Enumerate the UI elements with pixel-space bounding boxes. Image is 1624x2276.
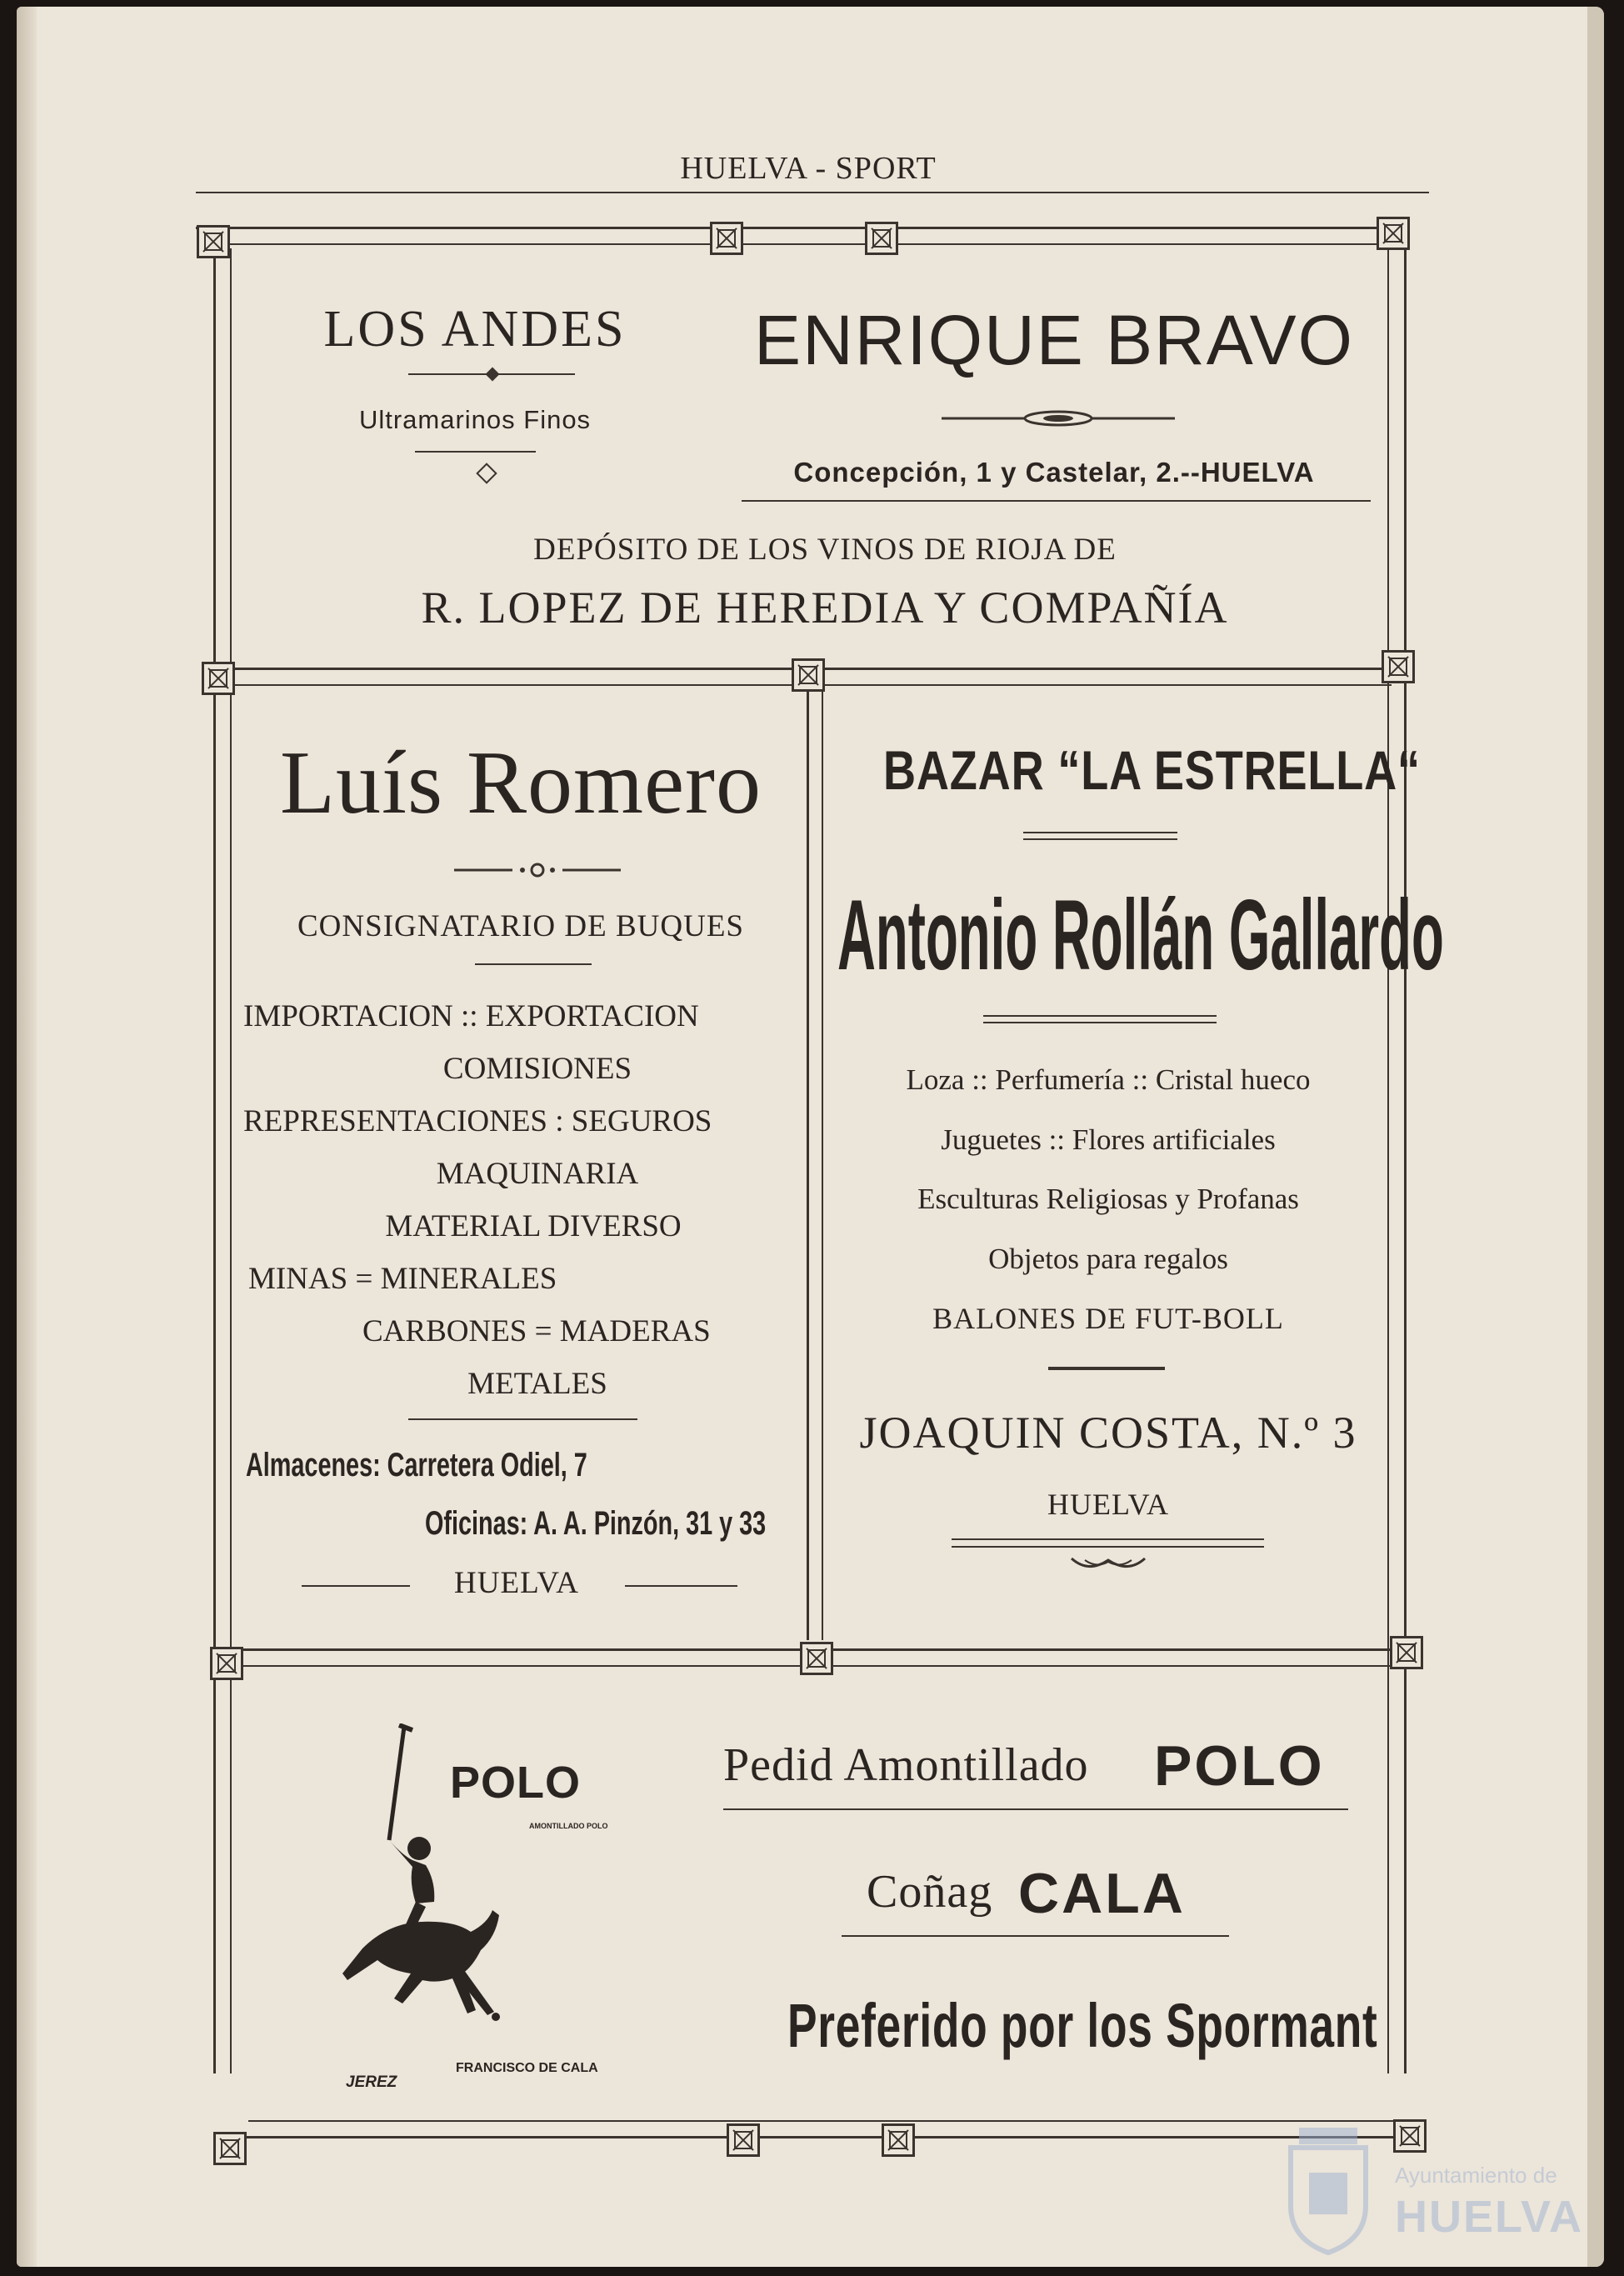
frame-left-line-inner: [230, 248, 232, 2073]
polo-line-2-rule: [842, 1935, 1229, 1937]
flourish-ornament-icon: [454, 861, 621, 879]
bazar-product: Juguetes :: Flores artificiales: [941, 1123, 1276, 1156]
frame-ornament: [1382, 650, 1415, 683]
frame-right-line-inner: [1387, 248, 1389, 2073]
bazar-product: Objetos para regalos: [988, 1243, 1228, 1275]
bazar-name-rule-2: [1023, 838, 1177, 840]
bazar-name-rule: [1023, 832, 1177, 833]
enrique-bravo-address: Concepción, 1 y Castelar, 2.--HUELVA: [793, 457, 1315, 488]
frame-ornament: [197, 225, 230, 258]
frame-ornament: [210, 1647, 243, 1680]
luis-romero-oficinas: Oficinas: A. A. Pinzón, 31 y 33: [425, 1505, 767, 1542]
bazar-city-rule-2: [952, 1546, 1264, 1548]
los-andes-name: LOS ANDES: [323, 301, 627, 358]
frame-middle-line: [807, 690, 809, 1640]
polo-player-horse-icon: [329, 1723, 529, 2040]
enrique-bravo-rule: [742, 500, 1371, 502]
luis-romero-name: Luís Romero: [280, 733, 762, 833]
luis-romero-city: HUELVA: [454, 1566, 579, 1600]
polo-label-subtitle: AMONTILLADO POLO: [529, 1822, 608, 1830]
diamond-outline-icon: [476, 463, 497, 483]
page-header-title: HUELVA - SPORT: [680, 151, 937, 186]
polo-line-2-brand: CALA: [1018, 1862, 1186, 1925]
frame-top-line: [196, 227, 1404, 229]
bazar-city: HUELVA: [1047, 1488, 1170, 1521]
bazar-name: BAZAR “LA ESTRELLA“: [883, 739, 1421, 801]
frame-ornament: [710, 222, 743, 255]
polo-line-2-text: Coñag: [867, 1866, 993, 1918]
frame-ornament: [727, 2123, 760, 2157]
frame-ornament: [1377, 217, 1410, 250]
bazar-product: Esculturas Religiosas y Profanas: [917, 1183, 1299, 1215]
luis-romero-city-rule-left: [302, 1585, 410, 1587]
bazar-product: Loza :: Perfumería :: Cristal hueco: [906, 1063, 1311, 1096]
polo-line-1-brand: POLO: [1154, 1734, 1325, 1798]
luis-romero-service: COMISIONES: [442, 1052, 632, 1086]
los-andes-tagline: Ultramarinos Finos: [358, 405, 592, 434]
luis-romero-role-rule: [475, 963, 592, 965]
frame-bottom-line-inner: [248, 2120, 1407, 2122]
bazar-product: BALONES DE FUT-BOLL: [932, 1302, 1284, 1335]
luis-romero-services-rule: [408, 1418, 637, 1420]
ayuntamiento-watermark: [1274, 2123, 1591, 2256]
header-rule: [196, 192, 1429, 193]
frame-left-line: [213, 248, 216, 2073]
luis-romero-service: CARBONES = MADERAS: [362, 1314, 711, 1348]
luis-romero-service: REPRESENTACIONES : SEGUROS: [243, 1104, 712, 1138]
los-andes-rule: [415, 451, 536, 453]
luis-romero-service: METALES: [467, 1367, 607, 1401]
swag-ornament-icon: [1068, 1555, 1148, 1572]
city-crest-icon: [1274, 2123, 1382, 2256]
luis-romero-role: CONSIGNATARIO DE BUQUES: [297, 909, 744, 943]
bazar-owner-rule: [983, 1015, 1217, 1017]
luis-romero-almacenes: Almacenes: Carretera Odiel, 7: [246, 1447, 587, 1483]
frame-ornament: [882, 2123, 915, 2157]
bazar-address: JOAQUIN COSTA, N.º 3: [859, 1408, 1357, 1458]
frame-top-line-inner: [225, 243, 1387, 245]
enrique-bravo-name: ENRIQUE BRAVO: [754, 301, 1354, 379]
bazar-products-rule: [1048, 1367, 1165, 1370]
frame-ornament: [800, 1642, 833, 1675]
luis-romero-service: MAQUINARIA: [436, 1157, 639, 1191]
page-right-edge: [1587, 7, 1604, 2267]
frame-ornament: [792, 658, 825, 692]
watermark-line-1: Ayuntamiento de: [1395, 2163, 1557, 2188]
deposito-line-1: DEPÓSITO DE LOS VINOS DE RIOJA DE: [533, 533, 1117, 567]
frame-ornament: [202, 662, 235, 695]
luis-romero-city-rule-right: [625, 1585, 737, 1587]
luis-romero-service: IMPORTACION :: EXPORTACION: [243, 999, 699, 1033]
page-edge: [17, 7, 37, 2267]
watermark-line-2: HUELVA: [1395, 2192, 1583, 2242]
frame-middle-line-inner: [822, 690, 823, 1640]
polo-line-1-text: Pedid Amontillado: [723, 1739, 1089, 1791]
magazine-page: [17, 7, 1604, 2267]
frame-bottom-line: [232, 2136, 1423, 2138]
frame-right-line: [1404, 248, 1407, 2073]
polo-label: [312, 1723, 671, 2090]
polo-label-brand: POLO: [450, 1758, 582, 1808]
polo-line-3: Preferido por los Spormant: [787, 1991, 1378, 2060]
frame-ornament: [1390, 1636, 1423, 1669]
polo-label-city: JEREZ: [346, 2073, 397, 2091]
bazar-owner-rule-2: [983, 1022, 1217, 1023]
polo-label-maker: FRANCISCO DE CALA: [456, 2061, 598, 2075]
deposito-line-2: R. LOPEZ DE HEREDIA Y COMPAÑÍA: [421, 583, 1229, 633]
frame-ornament: [213, 2132, 247, 2165]
polo-line-1-rule: [723, 1808, 1348, 1810]
frame-ornament: [865, 222, 898, 255]
luis-romero-service: MATERIAL DIVERSO: [385, 1209, 682, 1243]
bazar-owner: Antonio Rollán Gallardo: [837, 879, 1444, 991]
bazar-city-rule: [952, 1538, 1264, 1540]
scroll-ornament-icon: [942, 405, 1175, 432]
diamond-ornament-icon: [486, 368, 500, 382]
luis-romero-service: MINAS = MINERALES: [248, 1262, 557, 1296]
